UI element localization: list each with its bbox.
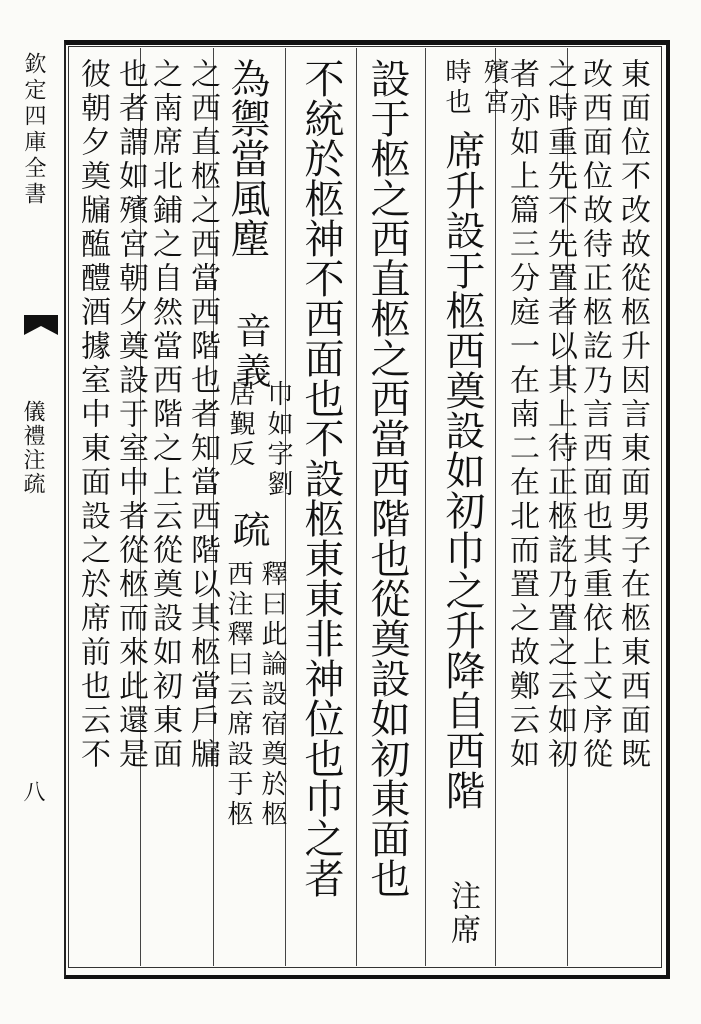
book-title: 儀禮注疏 bbox=[20, 400, 45, 496]
commentary-line: 釋曰此論設宿奠於柩 bbox=[257, 560, 287, 830]
commentary-line: 之南席北鋪之自然當西階之上云從奠設如初東面 bbox=[147, 58, 182, 772]
classic-text-line: 席升設于柩西奠設如初巾之升降自西階 bbox=[439, 130, 485, 810]
text-column-6-note bbox=[224, 380, 294, 500]
commentary-line: 之西直柩之西當西階也者知當西階以其柩當戶牖 bbox=[185, 58, 220, 772]
commentary-line: 彼朝夕奠牖醢醴酒據室中東面設之於席前也云不 bbox=[75, 58, 110, 772]
text-column-8 bbox=[76, 58, 146, 772]
text-column-3-note bbox=[440, 58, 510, 118]
text-column-2 bbox=[505, 58, 575, 772]
text-column-6-note2 bbox=[224, 560, 286, 830]
column-rule bbox=[356, 48, 357, 966]
commentary-line: 巾如字劉 bbox=[263, 380, 293, 500]
column-rule bbox=[425, 48, 426, 966]
shu-label: 疏 bbox=[226, 510, 270, 552]
collection-name: 欽定四庫全書 bbox=[21, 52, 46, 208]
fishtail-mark bbox=[24, 315, 58, 335]
text-column-7 bbox=[148, 58, 218, 772]
commentary-line: 注席 bbox=[445, 880, 480, 948]
yin-yi-label: 音義 bbox=[230, 312, 271, 392]
classic-text-line: 不統於柩神不西面也不設柩東東非神位也巾之者 bbox=[298, 58, 344, 898]
commentary-line: 時也 bbox=[441, 58, 471, 118]
page-number: 八 bbox=[20, 780, 45, 802]
commentary-line: 者亦如上篇三分庭一在南二在北而置之故鄭云如 bbox=[504, 58, 539, 772]
text-column-1 bbox=[578, 58, 648, 772]
column-rule bbox=[495, 48, 496, 966]
commentary-line: 西注釋曰云席設于柩 bbox=[223, 560, 253, 830]
classic-text-line: 為禦當風塵 bbox=[224, 58, 270, 258]
commentary-line: 居覲反 bbox=[225, 380, 255, 470]
commentary-line: 之時重先不先置者以其上待正柩訖乃置之云如初 bbox=[542, 58, 577, 772]
commentary-line: 改西面位故待正柩訖乃言西面也其重依上文序從 bbox=[577, 58, 612, 772]
classic-text-line: 設于柩之西直柩之西當西階也從奠設如初東面也 bbox=[364, 58, 410, 898]
commentary-line: 殯宮 bbox=[479, 58, 509, 118]
commentary-line: 也者謂如殯宮朝夕奠設于室中者從柩而來此還是 bbox=[113, 58, 148, 772]
commentary-line: 東面位不改故從柩升因言東面男子在柩東西面既 bbox=[615, 58, 650, 772]
